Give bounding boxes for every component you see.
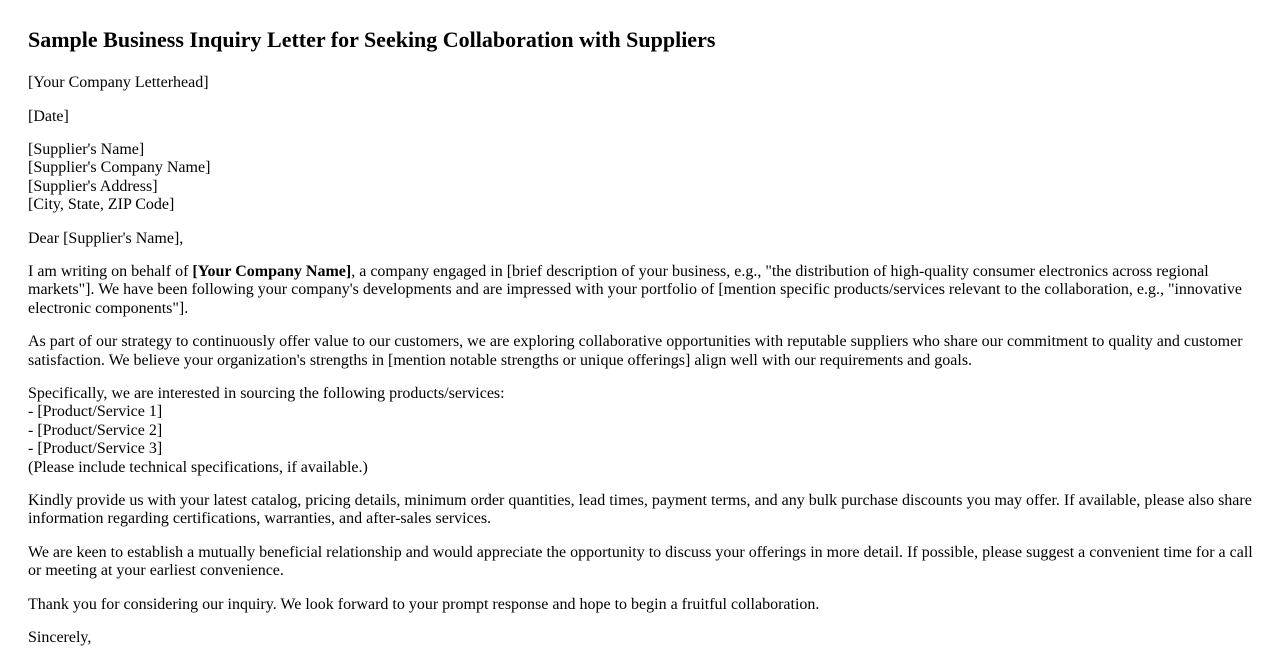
sourcing-block: [28, 385, 1270, 477]
recipient-company: [Supplier's Company Name]: [28, 159, 211, 177]
document-title: Sample Business Inquiry Letter for Seeking Collaboration with Suppliers: [28, 27, 716, 52]
sourcing-intro: Specifically, we are interested in sourcing the following products/services:: [28, 384, 505, 402]
intro-text-after: , a company engaged in [brief description of your business, e.g., "the distribution of high-quality consumer electronics across regional markets"]. We have been following your company's developments and are impressed with your portfolio of [mention specific products/services relevant to the collaboration, e.g., "innovative electronic components"].: [28, 263, 1243, 317]
closing-salutation: Sincerely,: [28, 628, 92, 646]
company-name-placeholder: [Your Company Name]: [192, 263, 352, 281]
sourcing-item: - [Product/Service 2]: [28, 421, 163, 439]
recipient-name: [Supplier's Name]: [28, 141, 145, 159]
letterhead-placeholder: [Your Company Letterhead]: [28, 74, 209, 92]
recipient-block: [28, 141, 1270, 215]
strategy-paragraph: As part of our strategy to continuously offer value to our customers, we are exploring collaborative opportunities with reputable suppliers who share our commitment to quality and customer satisfaction. We believe your organization's strengths in [mention notable strengths or unique offerings] align well with our requirements and goals.: [28, 333, 1243, 369]
intro-text-before: I am writing on behalf of: [28, 263, 193, 281]
relationship-paragraph: We are keen to establish a mutually beneficial relationship and would appreciate the opportunity to discuss your offerings in more detail. If possible, please suggest a convenient time for a call or meeting at your earliest convenience.: [28, 543, 1253, 580]
sourcing-item: - [Product/Service 3]: [28, 440, 163, 458]
sourcing-note: (Please include technical specifications, if available.): [28, 458, 368, 476]
date-placeholder: [Date]: [28, 107, 69, 125]
salutation: Dear [Supplier's Name],: [28, 229, 184, 247]
recipient-address: [Supplier's Address]: [28, 177, 158, 195]
recipient-city-state-zip: [City, State, ZIP Code]: [28, 196, 175, 214]
intro-paragraph: [28, 263, 1270, 318]
thanks-paragraph: Thank you for considering our inquiry. We look forward to your prompt response and hope to begin a fruitful collaboration.: [28, 595, 820, 613]
sourcing-item: - [Product/Service 1]: [28, 403, 163, 421]
request-paragraph: Kindly provide us with your latest catalog, pricing details, minimum order quantities, lead times, payment terms, and any bulk purchase discounts you may offer. If available, please also share information regarding certifications, warranties, and after-sales services.: [28, 491, 1252, 528]
